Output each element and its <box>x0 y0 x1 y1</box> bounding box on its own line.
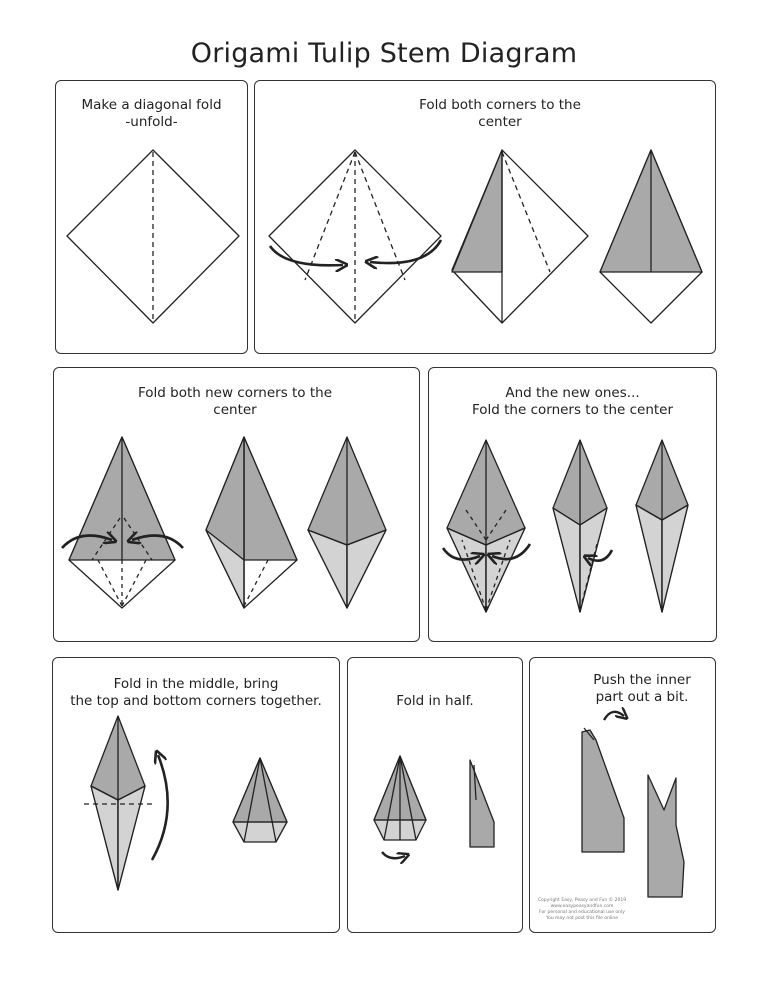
step-1-square <box>67 150 239 323</box>
copyright-line-3: For personal and educational use only <box>539 910 625 915</box>
copyright-notice <box>536 898 628 922</box>
step-2-square <box>269 150 441 323</box>
copyright-line-4: You may not post this file online <box>545 916 619 921</box>
step-6-folded-tip <box>374 756 426 858</box>
step-2-half-folded <box>452 150 588 323</box>
step-3-kite-creases <box>62 437 183 608</box>
copyright-line-2: www.easypeasyandfun.com <box>550 904 614 909</box>
fold-arrow-icon <box>382 852 405 858</box>
step-4-caption-line-2: Fold the corners to the center <box>471 402 674 418</box>
step-4-diamond-creases <box>443 440 530 612</box>
step-3-diamond <box>308 437 386 608</box>
step-5-caption-line-1: Fold in the middle, bring <box>113 676 279 692</box>
push-arrow-icon <box>604 712 624 720</box>
step-7-caption-line-1: Push the inner <box>593 672 691 688</box>
step-3-caption-line-1: Fold both new corners to the <box>137 385 333 401</box>
step-3-half-folded <box>206 437 297 608</box>
step-1-caption-line-2: -unfold- <box>125 114 178 130</box>
step-6-half <box>470 760 494 847</box>
step-5-caption-line-2: the top and bottom corners together. <box>70 693 322 709</box>
fold-arrow-icon <box>152 755 168 860</box>
step-4-narrow <box>636 440 688 612</box>
step-5-folded-tip <box>233 758 287 842</box>
step-7-final <box>648 775 684 897</box>
step-7-caption-line-2: part out a bit. <box>595 689 689 705</box>
step-5-narrow-crease <box>84 716 168 890</box>
step-1-caption-line-1: Make a diagonal fold <box>81 97 222 113</box>
page-title: Origami Tulip Stem Diagram <box>190 38 578 69</box>
step-2-caption-line-1: Fold both corners to the <box>419 97 581 113</box>
step-4-half-folded <box>553 440 612 612</box>
step-3-caption-line-2: center <box>213 402 257 418</box>
step-2-kite <box>600 150 702 323</box>
step-6-caption-line-1: Fold in half. <box>396 693 474 709</box>
step-7-pushed-out <box>582 712 624 852</box>
copyright-line-1: Copyright Easy, Peasy and Fun © 2019 <box>537 898 627 903</box>
step-4-caption-line-1: And the new ones... <box>505 385 640 401</box>
step-2-caption-line-2: center <box>478 114 522 130</box>
